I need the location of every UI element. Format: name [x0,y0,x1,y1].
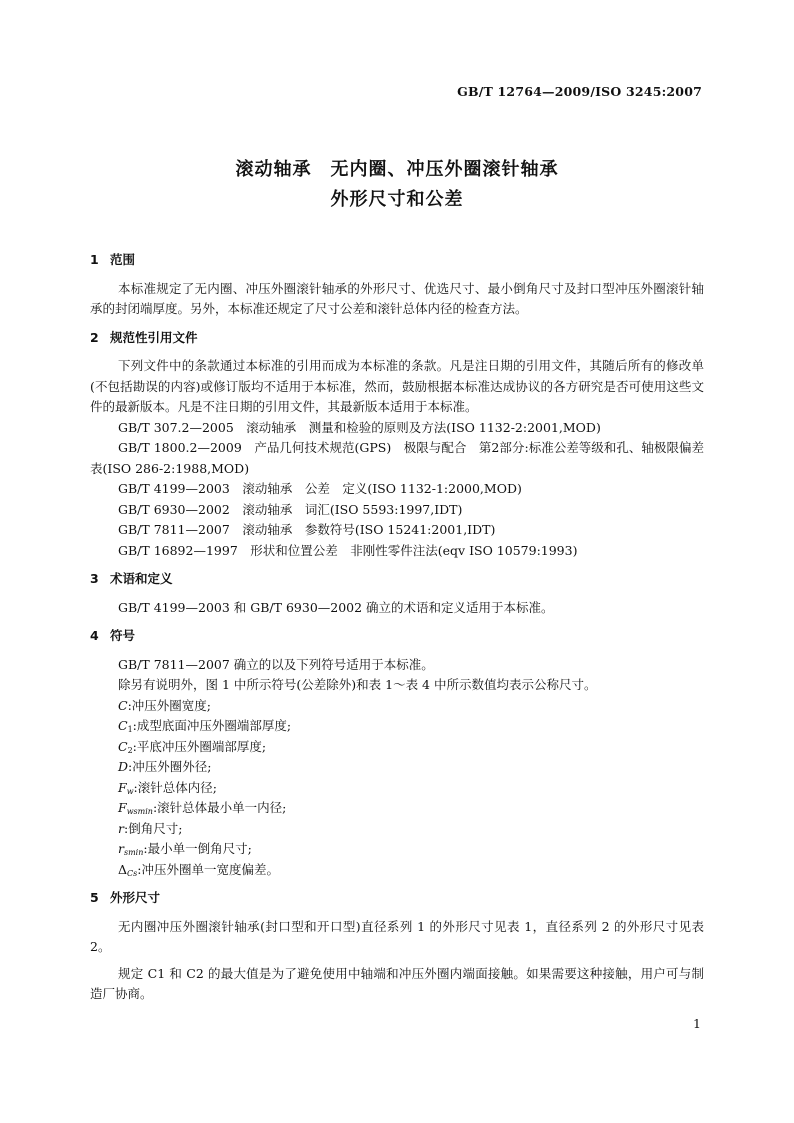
symbol-item: $C_2$:平底冲压外圈端部厚度; [118,738,267,755]
symbols-intro: GB/T 7811—2007 确立的以及下列符号适用于本标准。 [118,656,434,672]
symbol-item: $C_1$:成型底面冲压外圈端部厚度; [118,718,292,734]
section-title: 范围 [110,252,136,267]
dimensions-note: 规定 C1 和 C2 的最大值是为了避免使用中轴端和冲压外圈内端面接触。如果需要这种接触，用户可与制造厂协商。 [90,965,704,1001]
symbol-item: $F_w$:滚针总体内径; [118,779,217,796]
section-boundary-dimensions [90,888,704,1005]
section-number: 3 [90,571,99,586]
section-number: 5 [90,890,99,905]
reference-item: GB/T 1800.2—2009 产品几何技术规范(GPS) 极限与配合 第2部分:标准公差等级和孔、轴极限偏差表(ISO 286-2:1988,MOD) [90,440,704,476]
section-heading [90,250,704,271]
section-heading [90,328,704,349]
section-number: 1 [90,252,99,267]
terms-paragraph: GB/T 4199—2003 和 GB/T 6930—2002 确立的术语和定义适用于本标准。 [118,599,554,615]
symbol-item: $\Delta_{Cs}$:冲压外圈单一宽度偏差。 [118,861,279,878]
references-paragraph: 下列文件中的条款通过本标准的引用而成为本标准的条款。凡是注日期的引用文件，其随后所有的修改单(不包括勘误的内容)或修订版均不适用于本标准，然而，鼓励根据本标准达成协议的各方研究是否可使用这些文件的最新版本。凡是不注日期的引用文件，其最新版本适用于本标准。 [90,358,704,414]
section-terms-definitions [90,569,704,618]
section-heading [90,569,704,590]
reference-item: GB/T 4199—2003 滚动轴承 公差 定义(ISO 1132-1:2000,MOD) [118,481,522,496]
symbol-item: D:冲压外圈外径; [118,759,212,774]
section-title: 术语和定义 [110,571,173,586]
symbol-item: $r_{smin}$:最小单一倒角尺寸; [118,841,252,857]
section-title: 规范性引用文件 [110,329,198,345]
scope-paragraph: 本标准规定了无内圈、冲压外圈滚针轴承的外形尺寸、优选尺寸、最小倒角尺寸及封口型冲压外圈滚针轴承的封闭端厚度。另外，本标准还规定了尺寸公差和滚针总体内径的检查方法。 [90,280,704,316]
reference-item: GB/T 16892—1997 形状和位置公差 非刚性零件注法(eqv ISO 10579:1993) [118,542,578,558]
section-heading [90,888,704,909]
reference-item: GB/T 7811—2007 滚动轴承 参数符号(ISO 15241:2001,IDT) [118,522,496,537]
section-number: 4 [90,628,99,643]
reference-item: GB/T 6930—2002 滚动轴承 词汇(ISO 5593:1997,IDT) [118,501,463,517]
document-title-line1: 滚动轴承 无内圈、冲压外圈滚针轴承 [235,159,559,180]
document-body [90,250,704,1013]
section-title: 符号 [110,628,136,643]
section-heading [90,626,704,647]
standard-code: GB/T 12764—2009/ISO 3245:2007 [457,84,702,99]
section-title: 外形尺寸 [110,890,161,905]
document-title-line2: 外形尺寸和公差 [330,189,464,210]
section-symbols [90,626,704,880]
dimensions-paragraph: 无内圈冲压外圈滚针轴承(封口型和开口型)直径系列 1 的外形尺寸见表 1，直径系列 2 的外形尺寸见表 2。 [90,918,704,954]
symbols-note: 除另有说明外，图 1 中所示符号(公差除外)和表 1～表 4 中所示数值均表示公称尺寸。 [118,677,597,692]
section-number: 2 [90,329,99,345]
symbol-item: r:倒角尺寸; [118,820,183,836]
page-number: 1 [693,1016,701,1031]
section-normative-references [90,328,704,562]
symbol-item: C:冲压外圈宽度; [118,697,212,713]
symbol-item: $F_{wsmin}$:滚针总体最小单一内径; [118,800,287,816]
reference-item: GB/T 307.2—2005 滚动轴承 测量和检验的原则及方法(ISO 1132-2:2001,MOD) [118,419,601,435]
section-scope [90,250,704,320]
